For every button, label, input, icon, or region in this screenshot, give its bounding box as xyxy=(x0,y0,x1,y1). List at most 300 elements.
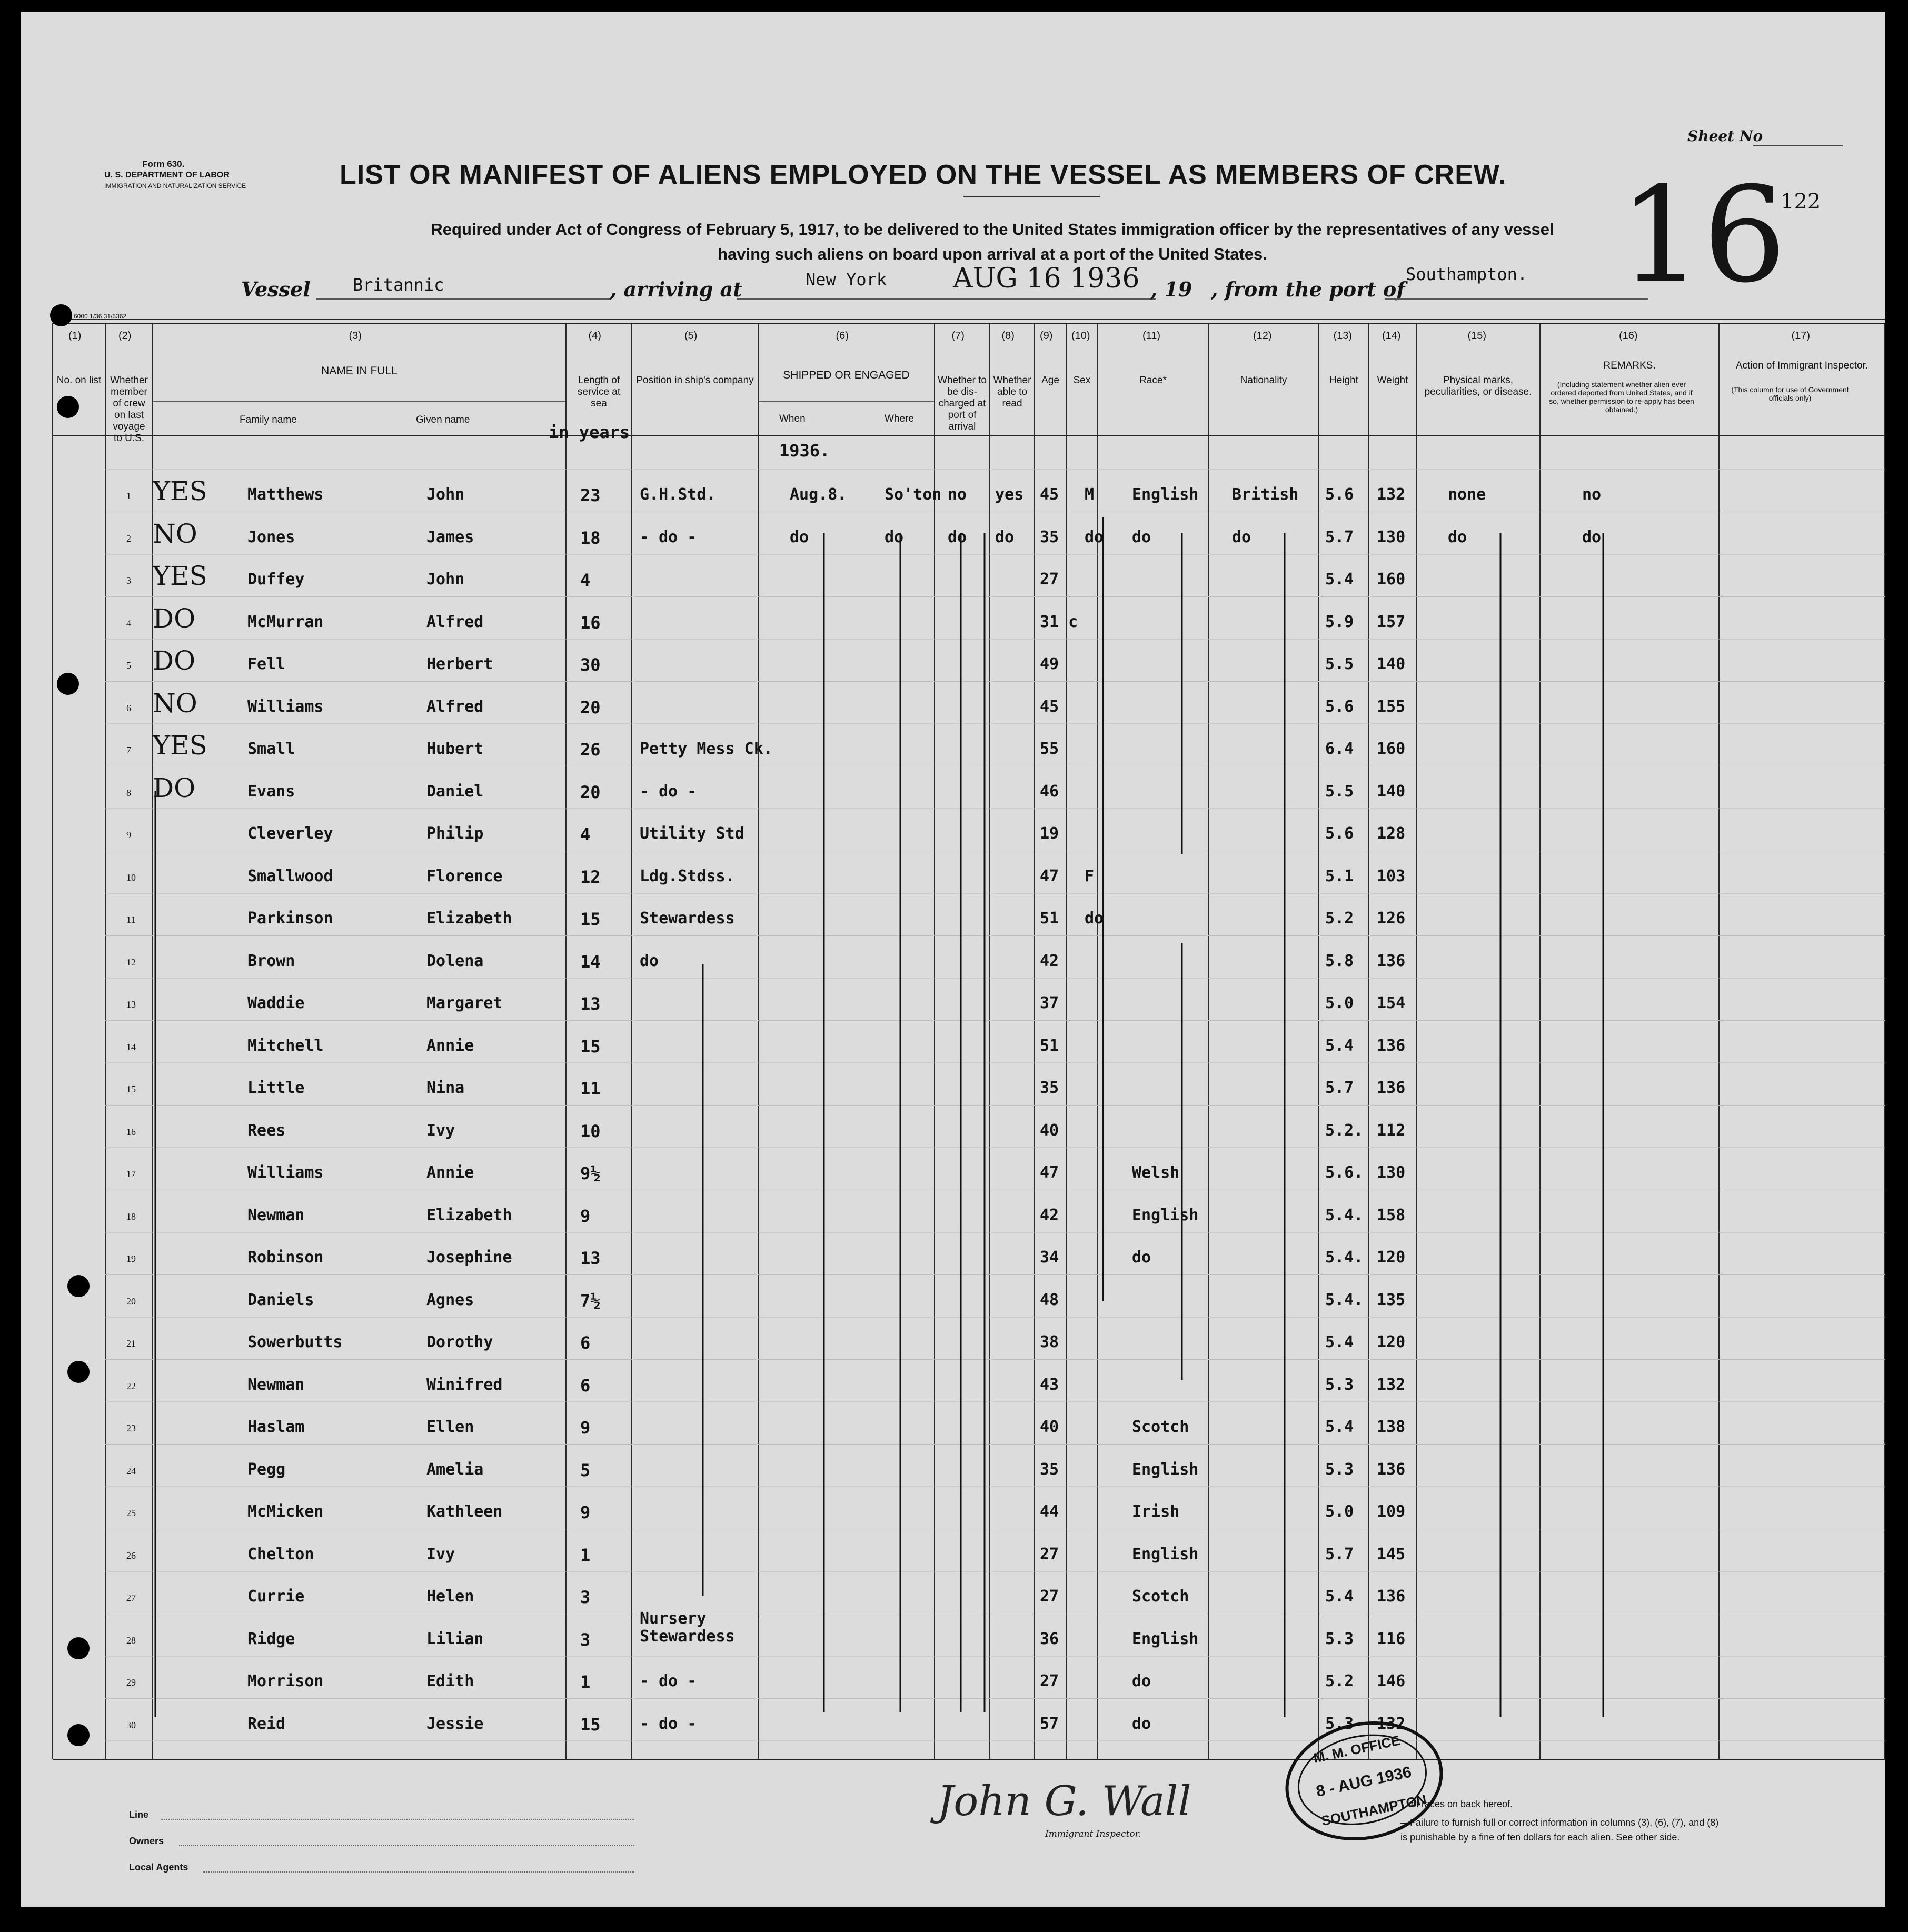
nationality: British xyxy=(1232,485,1299,504)
weight: 130 xyxy=(1377,1163,1406,1182)
height: 5.6 xyxy=(1325,485,1354,504)
row-number: 6 xyxy=(126,702,131,713)
age: 36 xyxy=(1040,1629,1059,1648)
given-name: Hubert xyxy=(426,740,484,758)
service-years: 18 xyxy=(580,527,601,548)
year-1936: 1936. xyxy=(779,441,830,461)
age: 42 xyxy=(1040,951,1059,970)
given-name: Helen xyxy=(426,1587,474,1606)
given-name: Lilian xyxy=(426,1629,484,1648)
column-number: (16) xyxy=(1619,330,1638,342)
column-header: SHIPPED OR ENGAGED xyxy=(783,369,910,381)
height: 5.7 xyxy=(1325,527,1354,546)
column-number: (8) xyxy=(1001,330,1015,342)
height: 5.2 xyxy=(1325,909,1354,928)
age: 40 xyxy=(1040,1418,1059,1436)
punch-hole xyxy=(67,1724,90,1746)
column-number: (5) xyxy=(684,330,698,342)
manifest-sheet xyxy=(21,12,1885,1907)
column-header: Action of Immigrant Inspector. xyxy=(1735,360,1869,371)
height: 5.6 xyxy=(1325,697,1354,716)
given-name: Agnes xyxy=(426,1290,474,1309)
table-row xyxy=(21,1502,1885,1545)
discharged: do xyxy=(948,527,967,546)
weight: 132 xyxy=(1377,485,1406,504)
table-row xyxy=(21,645,1885,698)
page-title: LIST OR MANIFEST OF ALIENS EMPLOYED ON THE VESSEL AS MEMBERS OF CREW. xyxy=(340,160,1507,190)
table-row xyxy=(21,1609,1885,1672)
age: 55 xyxy=(1040,740,1059,758)
service-years: 14 xyxy=(580,951,601,972)
crew-last-voyage: YES xyxy=(153,730,207,761)
given-name: John xyxy=(426,570,465,589)
family-name: Williams xyxy=(247,1163,324,1182)
age: 34 xyxy=(1040,1248,1059,1267)
height: 6.4 xyxy=(1325,740,1354,758)
given-name: Winifred xyxy=(426,1375,503,1394)
table-row xyxy=(21,772,1885,825)
position: Ldg.Stdss. xyxy=(640,867,735,885)
weight: 136 xyxy=(1377,1079,1406,1097)
family-name: Small xyxy=(247,740,295,758)
service-years: 6 xyxy=(580,1375,591,1396)
line-label: Line xyxy=(129,1809,149,1820)
shipped-where: So'ton xyxy=(885,485,942,504)
height: 5.3 xyxy=(1325,1460,1354,1479)
table-row xyxy=(21,1545,1885,1588)
row-number: 10 xyxy=(126,872,136,883)
in-years-label: in years xyxy=(549,422,630,442)
column-number: (12) xyxy=(1253,330,1272,342)
column-header: Weight xyxy=(1377,375,1408,386)
row-number: 7 xyxy=(126,745,131,755)
service-years: 20 xyxy=(580,782,601,802)
table-row xyxy=(21,909,1885,952)
column-number: (11) xyxy=(1142,330,1161,342)
physical-marks: none xyxy=(1448,485,1486,504)
family-name: Robinson xyxy=(247,1248,324,1267)
height: 5.4 xyxy=(1325,1418,1354,1436)
weight: 112 xyxy=(1377,1121,1406,1140)
race: Scotch xyxy=(1132,1418,1189,1436)
race: do xyxy=(1132,527,1151,546)
table-row xyxy=(21,1672,1885,1715)
family-name: Waddie xyxy=(247,994,305,1012)
position: - do - xyxy=(640,1672,697,1690)
row-number: 15 xyxy=(126,1084,136,1094)
column-header: Race* xyxy=(1139,375,1167,386)
table-row xyxy=(21,952,1885,994)
table-row xyxy=(21,1376,1885,1418)
family-name: Fell xyxy=(247,655,286,673)
column-number: (4) xyxy=(588,330,601,342)
height: 5.3 xyxy=(1325,1714,1354,1733)
row-number: 4 xyxy=(126,618,131,629)
height: 5.0 xyxy=(1325,994,1354,1012)
sheet-number: 16 xyxy=(1619,158,1787,312)
position: Nursery Stewardess xyxy=(640,1609,735,1646)
given-name: Annie xyxy=(426,1163,474,1182)
row-number: 2 xyxy=(126,533,131,544)
race: Scotch xyxy=(1132,1587,1189,1606)
given-name: Ivy xyxy=(426,1545,455,1563)
punch-hole xyxy=(67,1275,90,1297)
family-name: Cleverley xyxy=(247,824,333,843)
row-number: 8 xyxy=(126,787,131,798)
service-years: 16 xyxy=(580,612,601,633)
age: 27 xyxy=(1040,570,1059,589)
family-name: Williams xyxy=(247,697,324,716)
column-number: (10) xyxy=(1071,330,1090,342)
service-years: 1 xyxy=(580,1545,591,1565)
column-header: Whether able to read xyxy=(993,375,1031,409)
arrival-port: New York xyxy=(806,270,887,290)
family-name: Haslam xyxy=(247,1418,305,1436)
table-row xyxy=(21,1248,1885,1291)
arriving-label: , arriving at xyxy=(610,277,742,301)
column-header: Sex xyxy=(1073,375,1091,386)
crew-last-voyage: NO xyxy=(153,688,197,719)
row-number: 22 xyxy=(126,1380,136,1391)
column-number: (6) xyxy=(836,330,849,342)
race: English xyxy=(1132,485,1199,504)
weight: 130 xyxy=(1377,527,1406,546)
age: 27 xyxy=(1040,1672,1059,1690)
height: 5.6 xyxy=(1325,824,1354,843)
row-number: 1 xyxy=(126,491,131,501)
agents-label: Local Agents xyxy=(129,1862,188,1873)
race: Welsh xyxy=(1132,1163,1180,1182)
service-years: 6 xyxy=(580,1333,591,1353)
row-number: 13 xyxy=(126,999,136,1010)
family-name: Pegg xyxy=(247,1460,286,1479)
table-row xyxy=(21,1079,1885,1121)
service-years: 26 xyxy=(580,740,601,760)
column-number: (7) xyxy=(951,330,965,342)
crew-last-voyage: DO xyxy=(153,603,196,634)
table-row xyxy=(21,518,1885,571)
weight: 136 xyxy=(1377,1036,1406,1055)
weight: 136 xyxy=(1377,1587,1406,1606)
height: 5.3 xyxy=(1325,1629,1354,1648)
given-name: Ellen xyxy=(426,1418,474,1436)
position: Petty Mess Ck. xyxy=(640,740,773,758)
weight: 120 xyxy=(1377,1248,1406,1267)
age: 31 c xyxy=(1040,612,1078,631)
family-name: Currie xyxy=(247,1587,305,1606)
row-number: 12 xyxy=(126,957,136,968)
service-years: 10 xyxy=(580,1121,601,1141)
service-label: IMMIGRATION AND NATURALIZATION SERVICE xyxy=(104,182,246,190)
age: 45 xyxy=(1040,697,1059,716)
weight: 128 xyxy=(1377,824,1406,843)
row-number: 3 xyxy=(126,575,131,586)
service-years: 11 xyxy=(580,1079,601,1099)
given-name: Jessie xyxy=(426,1714,484,1733)
age: 57 xyxy=(1040,1714,1059,1733)
age: 38 xyxy=(1040,1333,1059,1351)
age: 43 xyxy=(1040,1375,1059,1394)
height: 5.4. xyxy=(1325,1248,1364,1267)
service-years: 4 xyxy=(580,824,591,844)
column-number: (1) xyxy=(68,330,82,342)
age: 27 xyxy=(1040,1545,1059,1563)
row-number: 5 xyxy=(126,660,131,671)
given-name: Ivy xyxy=(426,1121,455,1140)
age: 47 xyxy=(1040,867,1059,885)
row-number: 29 xyxy=(126,1677,136,1688)
given-name: Edith xyxy=(426,1672,474,1690)
service-years: 5 xyxy=(580,1460,591,1480)
family-name: McMurran xyxy=(247,612,324,631)
column-header: REMARKS. xyxy=(1603,360,1656,371)
shipped-where-header: Where xyxy=(885,413,914,424)
nationality: do xyxy=(1232,527,1251,546)
sex: do xyxy=(1085,527,1104,546)
column-header: Length of service at sea xyxy=(577,375,621,409)
given-name: Elizabeth xyxy=(426,909,512,928)
column-number: (14) xyxy=(1382,330,1401,342)
table-row xyxy=(21,1121,1885,1164)
discharged: no xyxy=(948,485,967,504)
shipped-when: do xyxy=(790,527,809,546)
service-years: 15 xyxy=(580,1036,601,1057)
weight: 132 xyxy=(1377,1714,1406,1733)
height: 5.0 xyxy=(1325,1502,1354,1521)
family-name: Reid xyxy=(247,1714,286,1733)
punch-hole xyxy=(57,396,79,418)
position: - do - xyxy=(640,1714,697,1733)
family-name-header: Family name xyxy=(240,414,297,425)
race: do xyxy=(1132,1248,1151,1267)
column-number: (9) xyxy=(1040,330,1053,342)
column-header: Position in ship's company xyxy=(636,375,754,386)
given-name: Elizabeth xyxy=(426,1206,512,1224)
owners-field[interactable] xyxy=(179,1845,634,1846)
race: Irish xyxy=(1132,1502,1180,1521)
height: 5.9 xyxy=(1325,612,1354,631)
service-years: 13 xyxy=(580,1248,601,1268)
crew-last-voyage: YES xyxy=(153,476,207,506)
age: 19 xyxy=(1040,824,1059,843)
weight: 155 xyxy=(1377,697,1406,716)
position: Utility Std xyxy=(640,824,744,843)
service-years: 30 xyxy=(580,655,601,675)
able-to-read: yes xyxy=(995,485,1024,504)
race: English xyxy=(1132,1460,1199,1479)
able-to-read: do xyxy=(995,527,1015,546)
family-name: Parkinson xyxy=(247,909,333,928)
owners-label: Owners xyxy=(129,1836,164,1846)
row-number: 24 xyxy=(126,1465,136,1476)
row-number: 17 xyxy=(126,1169,136,1179)
row-number: 28 xyxy=(126,1635,136,1646)
height: 5.8 xyxy=(1325,951,1354,970)
weight: 109 xyxy=(1377,1502,1406,1521)
given-name: Philip xyxy=(426,824,484,843)
position: - do - xyxy=(640,782,697,801)
sex: F xyxy=(1085,867,1095,885)
agents-field[interactable] xyxy=(203,1871,634,1873)
given-name: Daniel xyxy=(426,782,484,801)
table-row xyxy=(21,1206,1885,1249)
family-name: Chelton xyxy=(247,1545,314,1563)
row-number: 25 xyxy=(126,1508,136,1518)
table-row xyxy=(21,688,1885,740)
weight: 154 xyxy=(1377,994,1406,1012)
penalty-note-1: —Failure to furnish full or correct information in columns (3), (6), (7), and (8) xyxy=(1400,1817,1719,1828)
given-name-header: Given name xyxy=(416,414,470,425)
given-name: Dorothy xyxy=(426,1333,493,1351)
family-name: Duffey xyxy=(247,570,305,589)
given-name: John xyxy=(426,485,465,504)
crew-last-voyage: YES xyxy=(153,561,207,591)
penalty-note-2: is punishable by a fine of ten dollars for each alien. See other side. xyxy=(1400,1832,1680,1843)
column-header: NAME IN FULL xyxy=(321,365,398,377)
service-years: 15 xyxy=(580,909,601,929)
arrival-date: AUG 16 1936 xyxy=(953,263,1140,294)
position: G.H.Std. xyxy=(640,485,716,504)
table-row xyxy=(21,1587,1885,1630)
height: 5.7 xyxy=(1325,1545,1354,1563)
column-header: Whether to be dis-charged at port of arrival xyxy=(938,375,987,432)
table-row xyxy=(21,1715,1885,1757)
stamp-bottom: SOUTHAMPTON xyxy=(1320,1791,1428,1829)
age: 35 xyxy=(1040,527,1059,546)
family-name: Ridge xyxy=(247,1629,295,1648)
race: English xyxy=(1132,1545,1199,1563)
service-years: 12 xyxy=(580,867,601,887)
service-years: 1 xyxy=(580,1672,591,1692)
inspector-signature: John G. Wall xyxy=(937,1778,1191,1825)
weight: 140 xyxy=(1377,655,1406,673)
weight: 146 xyxy=(1377,1672,1406,1690)
row-number: 19 xyxy=(126,1253,136,1264)
weight: 116 xyxy=(1377,1629,1406,1648)
family-name: Rees xyxy=(247,1121,286,1140)
service-years: 23 xyxy=(580,485,601,505)
age: 35 xyxy=(1040,1460,1059,1479)
table-row xyxy=(21,1291,1885,1333)
weight: 126 xyxy=(1377,909,1406,928)
column-header: Nationality xyxy=(1240,375,1287,386)
family-name: Matthews xyxy=(247,485,324,504)
department-label: U. S. DEPARTMENT OF LABOR xyxy=(104,171,230,180)
given-name: Florence xyxy=(426,867,503,885)
weight: 157 xyxy=(1377,612,1406,631)
given-name: Alfred xyxy=(426,697,484,716)
table-row xyxy=(21,1418,1885,1460)
service-years: 9 xyxy=(580,1206,591,1226)
punch-hole xyxy=(67,1361,90,1383)
punch-hole xyxy=(50,304,72,326)
given-name: James xyxy=(426,527,474,546)
crew-last-voyage: DO xyxy=(153,645,196,676)
stamp-date: 8 - AUG 1936 xyxy=(1314,1763,1413,1800)
shipped-when-header: When xyxy=(779,413,806,424)
family-name: Newman xyxy=(247,1206,305,1224)
from-port-label: , from the port of xyxy=(1211,277,1405,301)
punch-hole xyxy=(67,1637,90,1659)
age: 44 xyxy=(1040,1502,1059,1521)
column-number: (17) xyxy=(1791,330,1811,342)
column-number: (13) xyxy=(1333,330,1353,342)
table-row xyxy=(21,867,1885,910)
family-name: Evans xyxy=(247,782,295,801)
row-number: 14 xyxy=(126,1041,136,1052)
row-number: 27 xyxy=(126,1592,136,1603)
race: do xyxy=(1132,1672,1151,1690)
age: 51 xyxy=(1040,1036,1059,1055)
row-number: 16 xyxy=(126,1126,136,1137)
races-note: of races on back hereof. xyxy=(1411,1799,1513,1809)
remarks: do xyxy=(1582,527,1602,546)
sex: do xyxy=(1085,909,1104,928)
page-number: 122 xyxy=(1781,190,1821,214)
age: 35 xyxy=(1040,1079,1059,1097)
race: English xyxy=(1132,1629,1199,1648)
shipped-when: Aug.8. xyxy=(790,485,847,504)
height: 5.4. xyxy=(1325,1206,1364,1224)
given-name: Dolena xyxy=(426,951,484,970)
height: 5.3 xyxy=(1325,1375,1354,1394)
table-row xyxy=(21,1037,1885,1079)
family-name: Morrison xyxy=(247,1672,324,1690)
race: English xyxy=(1132,1206,1199,1224)
service-years: 20 xyxy=(580,697,601,718)
service-years: 9 xyxy=(580,1418,591,1438)
height: 5.4 xyxy=(1325,570,1354,589)
row-number: 20 xyxy=(126,1296,136,1307)
race: do xyxy=(1132,1714,1151,1733)
age: 42 xyxy=(1040,1206,1059,1224)
family-name: Jones xyxy=(247,527,295,546)
position: Stewardess xyxy=(640,909,735,928)
service-years: 4 xyxy=(580,570,591,590)
height: 5.5 xyxy=(1325,782,1354,801)
height: 5.2 xyxy=(1325,1672,1354,1690)
service-years: 7½ xyxy=(580,1290,601,1311)
table-row xyxy=(21,994,1885,1037)
stamp-top: M. M. OFFICE xyxy=(1311,1732,1402,1766)
family-name: Little xyxy=(247,1079,305,1097)
table-row xyxy=(21,730,1885,782)
sex: M xyxy=(1085,485,1095,504)
family-name: Sowerbutts xyxy=(247,1333,343,1351)
line-field[interactable] xyxy=(161,1819,634,1820)
age: 51 xyxy=(1040,909,1059,928)
position: do xyxy=(640,951,659,970)
sheet-label: Sheet No xyxy=(1687,127,1763,145)
service-years: 3 xyxy=(580,1587,591,1607)
family-name: Smallwood xyxy=(247,867,333,885)
age: 46 xyxy=(1040,782,1059,801)
service-years: 9½ xyxy=(580,1163,601,1183)
weight: 145 xyxy=(1377,1545,1406,1563)
age: 27 xyxy=(1040,1587,1059,1606)
height: 5.7 xyxy=(1325,1079,1354,1097)
physical-marks: do xyxy=(1448,527,1467,546)
crew-last-voyage: NO xyxy=(153,518,197,549)
weight: 158 xyxy=(1377,1206,1406,1224)
departure-port: Southampton. xyxy=(1406,264,1528,284)
weight: 160 xyxy=(1377,570,1406,589)
remarks-note: (Including statement whether alien ever ordered deported from United States, and if so, whether permission to re-apply has been obtained.) xyxy=(1549,380,1694,414)
year-label: , 19 xyxy=(1150,277,1192,301)
age: 48 xyxy=(1040,1290,1059,1309)
table-row xyxy=(21,1163,1885,1206)
position: - do - xyxy=(640,527,697,546)
